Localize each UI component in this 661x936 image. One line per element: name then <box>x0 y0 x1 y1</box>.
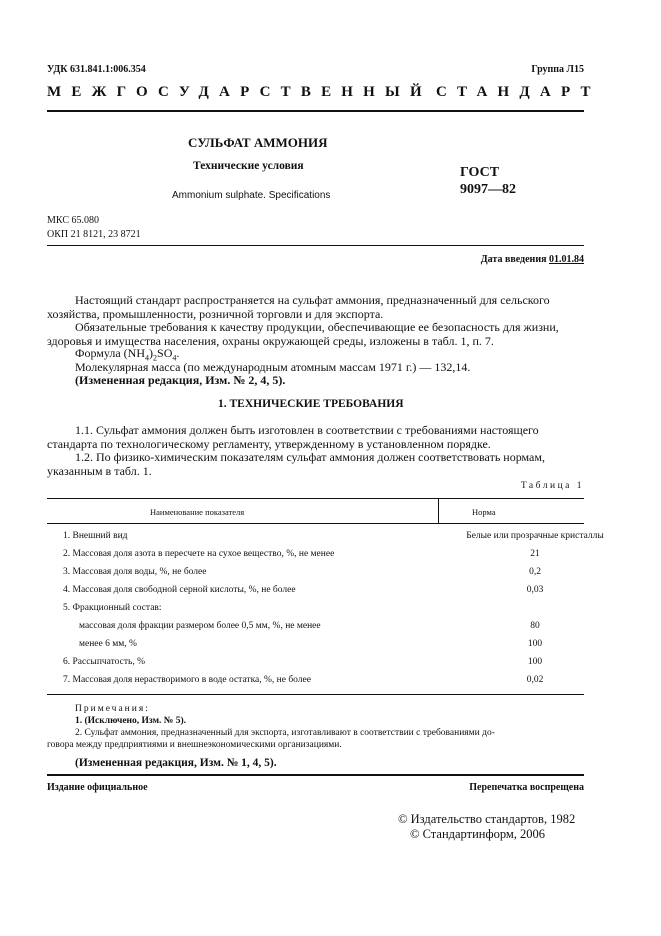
header-rule <box>47 110 584 112</box>
table-top-rule <box>47 498 584 499</box>
p12-line1: 1.2. По физико-химическим показателям сульфат аммония должен соответствовать нормам, <box>75 450 545 464</box>
reprint-label: Перепечатка воспрещена <box>469 782 584 793</box>
formula-end: . <box>176 346 180 360</box>
table-row <box>47 657 584 675</box>
row-value: 80 <box>530 621 540 631</box>
table-col-norm: Норма <box>472 507 496 517</box>
molecular-mass: Молекулярная масса (по международным атомным массам 1971 г.) — 132,14. <box>75 360 471 374</box>
notes-title: Примечания: <box>75 704 150 714</box>
row-value: 0,03 <box>526 585 544 595</box>
group-code: Группа Л15 <box>531 64 584 75</box>
row-name: 2. Массовая доля азота в пересчете на сухое вещество, %, не менее <box>63 549 335 559</box>
row-name: 7. Массовая доля нерастворимого в воде остатка, %, не более <box>63 675 311 685</box>
formula-sub3: 4 <box>172 353 177 363</box>
row-value: Белые или прозрачные кристаллы <box>466 531 604 541</box>
copyright-1: © Издательство стандартов, 1982 <box>398 812 576 826</box>
mks-code: МКС 65.080 <box>47 215 99 226</box>
row-value: 0,02 <box>526 675 544 685</box>
row-name: массовая доля фракции размером более 0,5 мм, %, не менее <box>79 621 321 631</box>
intro-date-value: 01.01.84 <box>549 254 584 265</box>
edition-label: Издание официальное <box>47 782 148 793</box>
gost-number: 9097—82 <box>460 182 516 197</box>
udk-code: УДК 631.841.1:006.354 <box>47 64 146 75</box>
formula-label: Формула (NH <box>75 346 146 360</box>
p11-line2: стандарта по технологическому регламенту, утвержденному в установленном порядке. <box>47 437 491 451</box>
table-caption: Таблица 1 <box>520 481 584 491</box>
table-header-divider <box>438 498 439 523</box>
row-name: менее 6 мм, % <box>79 639 137 649</box>
row-name: 6. Рассыпчатость, % <box>63 657 146 667</box>
table-row <box>47 675 584 693</box>
table-col-name: Наименование показателя <box>150 507 245 517</box>
row-name: 3. Массовая доля воды, %, не более <box>63 567 207 577</box>
intro-p1-line1: Настоящий стандарт распространяется на сульфат аммония, предназначенный для сельского <box>75 293 550 307</box>
formula-mid: ) <box>149 346 154 360</box>
table-header-rule <box>47 523 584 524</box>
codes-rule <box>47 245 584 246</box>
intro-p2-line2: здоровья и имущества населения, охраны окружающей среды, изложены в табл. 1, п. 7. <box>47 334 494 348</box>
notes-amendment: (Измененная редакция, Изм. № 1, 4, 5). <box>75 757 277 769</box>
document-title: СУЛЬФАТ АММОНИЯ <box>188 135 328 150</box>
row-value: 21 <box>530 549 540 559</box>
row-name: 5. Фракционный состав: <box>63 603 162 613</box>
okp-code: ОКП 21 8121, 23 8721 <box>47 229 141 240</box>
intro-date <box>481 254 584 265</box>
table-row <box>47 567 584 585</box>
gost-label: ГОСТ <box>460 165 500 180</box>
row-name: 4. Массовая доля свободной серной кислоты, %, не более <box>63 585 296 595</box>
note-1: 1. (Исключено, Изм. № 5). <box>75 716 187 726</box>
formula-so: SO <box>157 346 173 360</box>
formula-sub1: 4 <box>145 353 150 363</box>
row-value: 100 <box>527 639 543 649</box>
footer-rule <box>47 774 584 776</box>
english-title: Ammonium sulphate. Specifications <box>172 190 331 201</box>
table-bottom-rule <box>47 694 584 695</box>
intro-p2-line1: Обязательные требования к качеству продукции, обеспечивающие ее безопасность для жизни, <box>75 320 559 334</box>
intro-amendment: (Измененная редакция, Изм. № 2, 4, 5). <box>75 373 286 387</box>
standard-heading: СТАНДАРТ <box>436 84 601 100</box>
table-row <box>47 531 604 549</box>
row-value: 100 <box>527 657 543 667</box>
note-2-line1: 2. Сульфат аммония, предназначенный для экспорта, изготавливают в соответствии с требованиями до- <box>75 728 495 738</box>
table-row <box>47 549 584 567</box>
document-subtitle: Технические условия <box>193 160 304 172</box>
note-2-line2: говора между предприятиями и внешнеэкономическими организациями. <box>47 740 342 750</box>
table-row <box>47 621 584 639</box>
section1-title: 1. ТЕХНИЧЕСКИЕ ТРЕБОВАНИЯ <box>218 398 404 410</box>
interstate-heading: МЕЖГОСУДАРСТВЕННЫЙ <box>47 84 432 100</box>
p11-line1: 1.1. Сульфат аммония должен быть изготовлен в соответствии с требованиями настоящего <box>75 423 539 437</box>
intro-date-label: Дата введения <box>480 254 547 265</box>
row-value: 0,2 <box>529 567 541 577</box>
row-name: 1. Внешний вид <box>63 531 128 541</box>
table-row <box>47 639 584 657</box>
copyright-2: © Стандартинформ, 2006 <box>410 827 546 841</box>
table-row <box>47 603 584 621</box>
intro-p1-line2: хозяйства, промышленности, розничной торговли и для экспорта. <box>47 307 384 321</box>
table-row <box>47 585 584 603</box>
formula-sub2: 2 <box>153 353 158 363</box>
p12-line2: указанным в табл. 1. <box>47 464 152 478</box>
